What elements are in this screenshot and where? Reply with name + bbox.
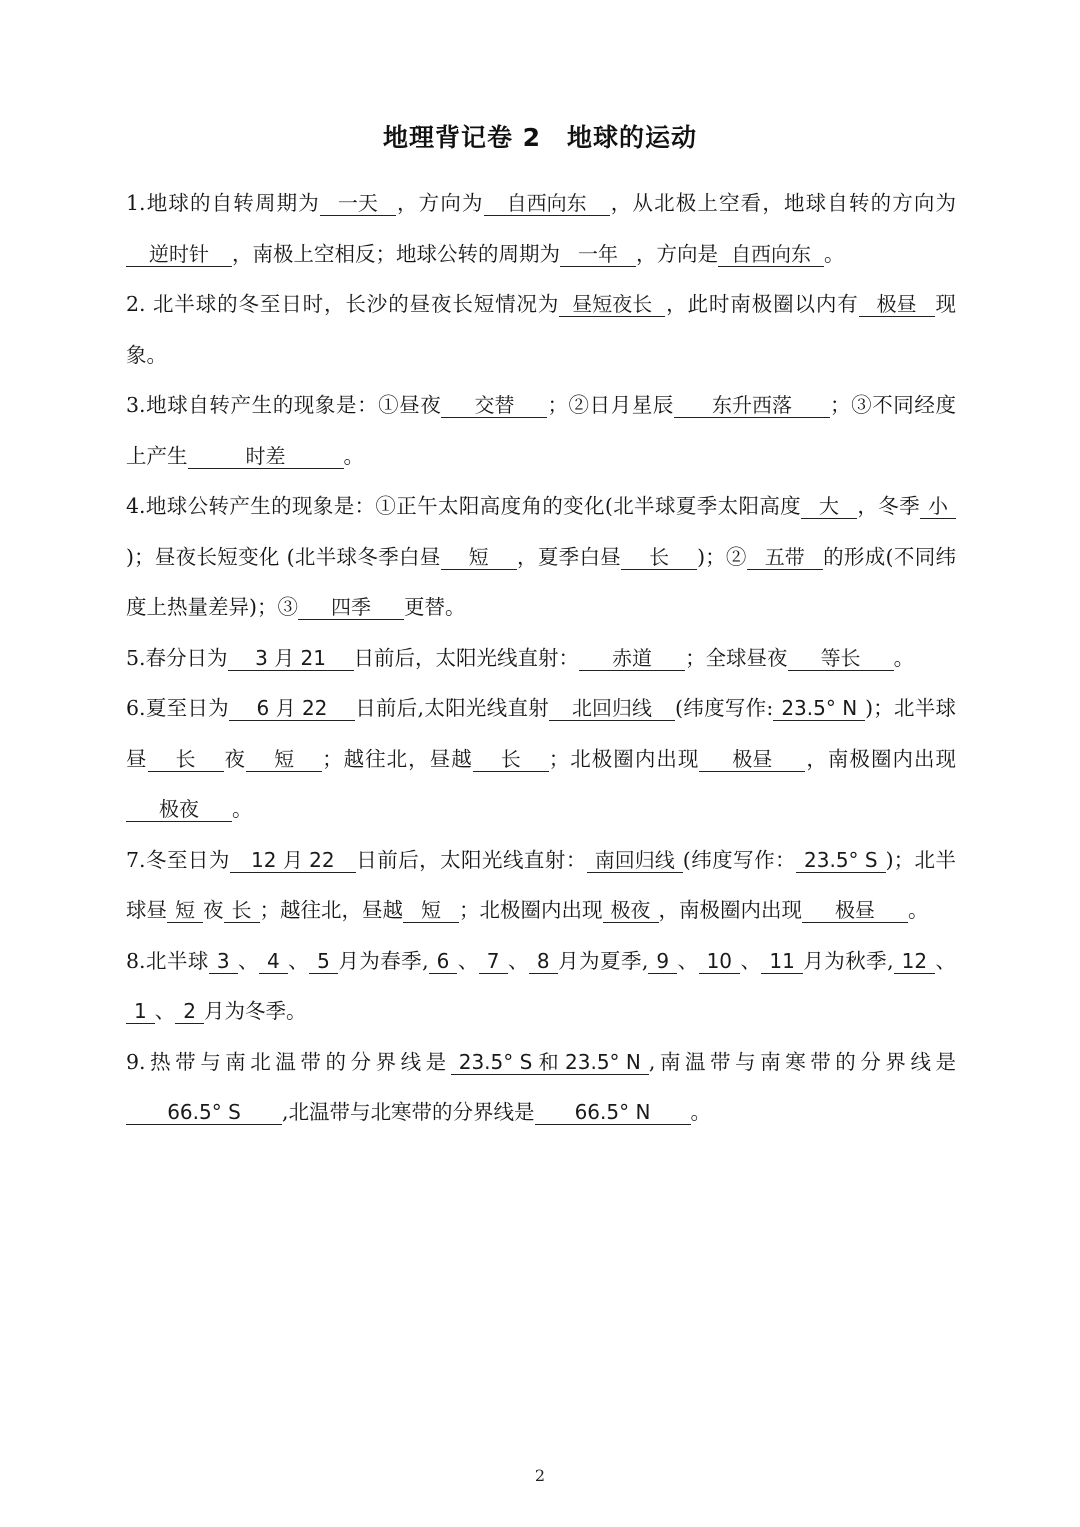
answer-blank: 23.5° S 和 23.5° N [451,1050,649,1075]
answer-blank: 4 [259,949,288,974]
question-text: 。 [232,797,253,821]
question-text: ，方向为 [395,191,484,215]
question-text: 。 [893,645,915,670]
answer-blank: 交替 [441,393,547,418]
answer-blank: 长 [224,898,260,923]
question-text: 现象。 [126,292,957,367]
question-text: ；全球昼夜 [685,645,788,670]
answer-blank: 等长 [788,646,894,671]
separator: 、 [154,999,176,1023]
question-text: 。 [343,443,364,468]
question-text: ，南极圈内出现 [805,746,957,771]
question-text: ,南温带与南寒带的分界线是 [648,1049,956,1074]
question-text: 日前后，太阳光线直射： [355,847,587,872]
answer-blank: 一天 [320,191,396,216]
question-8 [126,936,956,1037]
question-4 [126,481,956,633]
question-text: 月为秋季, [802,948,894,973]
answer-blank: 北回归线 [549,696,675,721]
question-text: 日前后,太阳光线直射 [354,696,550,720]
question-1 [126,178,956,279]
question-text: 的形成(不同纬度上热量差异)；③ [126,544,957,619]
answer-blank: 7 [479,949,508,974]
question-text: )；北半球昼 [126,847,957,922]
question-text: 9.热带与南北温带的分界线是 [126,1049,451,1074]
answer-blank: 短 [167,898,203,923]
separator: 、 [457,948,479,973]
answer-blank: 23.5° N [773,696,865,721]
question-text: )；北半球昼 [126,696,956,771]
question-text: ，南极圈内出现 [658,898,802,922]
separator: 、 [677,948,699,973]
answer-blank: 长 [621,545,697,570]
answer-blank: 2 [175,999,204,1024]
question-text: ，南极上空相反；地球公转的周期为 [232,241,560,266]
answer-blank: 逆时针 [126,242,232,267]
answer-blank: 极夜 [603,898,659,923]
answer-blank: 四季 [298,595,404,620]
answer-blank: 12 月 22 [230,848,356,873]
question-text: 2. 北半球的冬至日时，长沙的昼夜长短情况为 [126,292,560,316]
separator: 、 [237,948,259,973]
question-text: ；②日月星辰 [547,393,675,417]
answer-blank: 6 月 22 [229,696,355,721]
question-text: 7.冬至日为 [126,847,230,872]
separator: 、 [740,948,762,973]
question-text: 月为冬季。 [203,999,307,1023]
question-text: ,北温带与北寒带的分界线是 [282,1100,535,1124]
answer-blank: 5 [309,949,338,974]
answer-blank: 1 [126,999,155,1024]
question-text: 4.地球公转产生的现象是：①正午太阳高度角的变化(北半球夏季太阳高度 [126,494,802,518]
question-text: ，从北极上空看，地球自转的方向为 [609,191,957,215]
answer-blank: 3 月 21 [228,646,354,671]
question-text: ；北极圈内出现 [459,898,603,922]
question-6 [126,683,956,835]
question-text: ，方向是 [636,241,718,266]
answer-blank: 时差 [188,444,344,469]
answer-blank: 五带 [747,545,823,570]
question-text: (纬度写作: [675,696,774,720]
question-text: (纬度写作： [682,847,797,872]
answer-blank: 大 [801,494,857,519]
question-text: 月为夏季, [557,948,649,973]
answer-blank: 极昼 [802,898,908,923]
answer-blank: 12 [894,949,935,974]
answer-blank: 东升西落 [674,393,830,418]
answer-blank: 自西向东 [484,191,610,216]
question-text: 8.北半球 [126,948,209,973]
answer-blank: 长 [148,747,224,772]
question-text: ；北极圈内出现 [548,746,700,771]
question-text: 3.地球自转产生的现象是：①昼夜 [126,393,442,417]
answer-blank: 11 [761,949,802,974]
question-text: 日前后，太阳光线直射： [353,645,580,670]
question-7 [126,835,956,936]
question-text: 1.地球的自转周期为 [126,191,320,215]
question-text: ，夏季白昼 [516,544,622,569]
answer-blank: 南回归线 [587,848,683,873]
question-9 [126,1037,956,1138]
answer-blank: 极夜 [126,797,232,822]
answer-blank: 9 [648,949,677,974]
question-text: 6.夏至日为 [126,696,229,720]
page-number: 2 [534,1466,546,1485]
answer-blank: 小 [920,494,956,519]
question-text: )；昼夜长短变化 (北半球冬季白昼 [126,544,441,569]
answer-blank: 长 [473,747,549,772]
answer-blank: 6 [429,949,458,974]
question-text: ，此时南极圈以内有 [665,292,859,316]
question-text: 夜 [223,746,247,771]
question-text: ；越往北，昼越 [259,898,403,922]
question-text: 。 [908,898,929,922]
question-text: )；② [697,544,747,569]
separator: 、 [287,948,310,973]
answer-blank: 8 [529,949,558,974]
page-title: 地理背记卷 2 地球的运动 [382,123,698,152]
answer-blank: 赤道 [579,646,685,671]
question-5 [126,633,956,684]
question-text: 更替。 [404,595,466,619]
question-2 [126,279,956,380]
question-list [126,178,956,1138]
separator: 、 [935,948,957,973]
answer-blank: 66.5° N [535,1100,691,1125]
question-text: ；③不同经度上产生 [126,393,956,468]
question-3 [126,380,956,481]
answer-blank: 3 [209,949,238,974]
answer-blank: 昼短夜长 [559,292,665,317]
answer-blank: 极昼 [699,747,805,772]
question-text: 月为春季, [337,948,429,973]
separator: 、 [507,948,529,973]
question-text: ，冬季 [857,494,920,518]
question-text: 。 [690,1100,712,1124]
answer-blank: 短 [441,545,517,570]
answer-blank: 极昼 [859,292,935,317]
answer-blank: 自西向东 [718,242,824,267]
question-text: 5.春分日为 [126,645,228,670]
question-text: 。 [824,241,845,266]
answer-blank: 一年 [560,242,636,267]
answer-blank: 短 [246,747,322,772]
answer-blank: 短 [403,898,459,923]
answer-blank: 66.5° S [126,1100,282,1125]
answer-blank: 10 [699,949,740,974]
question-text: 夜 [203,898,224,922]
answer-blank: 23.5° S [796,848,886,873]
question-text: ；越往北，昼越 [322,746,473,771]
